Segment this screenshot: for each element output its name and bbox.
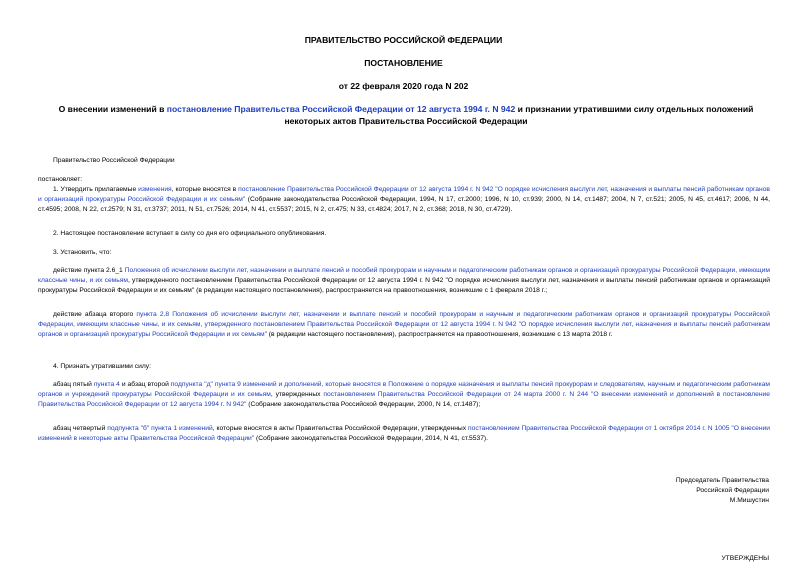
item-3b-link[interactable]: пункта 2.8 Положения об исчислении выслуги лет, назначении и выплате пенсий и пособий прокурорам и научным и педагогическим работникам органов и организаций прокуратуры Российской Федерации, имеющим классные чины, и их семьям, утвержденного постановлением Правительства Российской Федерации от 12 августа 1994 г. N 942 "О порядке исчисления выслуги лет, назначения и выплаты пенсий работникам органов и организаций прокуратуры Российской Федерации и их семьям" bbox=[38, 311, 770, 338]
approved-label: УТВЕРЖДЕНЫ bbox=[721, 555, 769, 562]
signature-position: Председатель Правительства bbox=[675, 477, 769, 484]
item-1-text: (Собрание законодательства Российской Федерации, 1994, N 17, ст.2000; 1996, N 10, ст.939; 2000, N 14, ст.1487; 2004, N 7, ст.521; 2005, N 45, ст.4617; 2006, N 44, ст.4595; 2008, N 22, ст.2579; N 31, ст.3737; 2011, N 51, ст.7526; 2014, N 41, ст.5537; 2015, N 2, ст.475; N 33, ст.4824; 2017, N 2, ст.368; 2018, N 30, ст.4729). bbox=[38, 195, 770, 213]
signature-name: М.Мишустин bbox=[729, 497, 769, 504]
item-4a-text: , утвержденных bbox=[270, 390, 324, 398]
item-1-resolution-link[interactable]: постановление Правительства Российской Федерации от 12 августа 1994 г. N 942 "О порядке исчисления выслуги лет, назначения и выплаты пенсий работникам органов и организаций прокуратуры Российской Федерации и их семьям" bbox=[38, 186, 770, 203]
government-heading: ПРАВИТЕЛЬСТВО РОССИЙСКОЙ ФЕДЕРАЦИИ bbox=[304, 35, 503, 45]
item-4b-text: (Собрание законодательства Российской Федерации, 2014, N 41, ст.5537). bbox=[254, 434, 489, 442]
item-3b-text: (в редакции настоящего постановления), распространяется на правоотношения, возникшие с 13 марта 2018 г. bbox=[266, 330, 613, 338]
item-3a-text: действие пункта 2.6_1 bbox=[53, 267, 125, 274]
item-2-paragraph: 2. Настоящее постановление вступает в силу со дня его официального опубликования. bbox=[53, 230, 327, 237]
signature-org: Российской Федерации bbox=[696, 487, 769, 494]
document-type: ПОСТАНОВЛЕНИЕ bbox=[364, 58, 443, 68]
resolves-paragraph: постановляет: bbox=[38, 176, 83, 183]
item-4a-link[interactable]: пункта 4 bbox=[93, 381, 120, 388]
item-1-text: , которые вносятся в bbox=[171, 186, 239, 193]
signature-block bbox=[676, 476, 769, 506]
subject-link[interactable]: постановление Правительства Российской Федерации от 12 августа 1994 г. N 942 bbox=[166, 104, 516, 114]
item-4a-link[interactable]: постановлением Правительства Российской Федерации от 24 марта 2000 г. N 244 "О внесении изменений и дополнений в постановление Правительства Российской Федерации от 12 августа 1994 г. N 942" bbox=[38, 390, 771, 408]
subject-prefix: О внесении изменений в bbox=[58, 104, 167, 114]
subject-suffix: и признании утратившими силу отдельных положений некоторых актов Правительства Российской Федерации bbox=[284, 104, 754, 126]
intro-paragraph: Правительство Российской Федерации bbox=[53, 157, 175, 164]
item-4b-link[interactable]: постановлением Правительства Российской Федерации от 1 октября 2014 г. N 1005 "О внесении изменений в некоторые акты Правительства Российской Федерации" bbox=[38, 425, 771, 442]
item-4a-paragraph bbox=[38, 380, 770, 409]
item-4b-paragraph bbox=[38, 424, 770, 444]
item-3a-text: , утвержденного постановлением Правительства Российской Федерации от 12 августа 1994 г. N 942 "О порядке исчисления выслуги лет, назначения и выплаты пенсий работникам органов и организаций прокуратуры Российской Федерации и их семьям" (в редакции настоящего постановления), распространяется на правоотношения, возникшие с 1 февраля 2018 г.; bbox=[38, 276, 770, 294]
item-1-text: 1. Утвердить прилагаемые bbox=[53, 186, 139, 193]
item-3b-paragraph bbox=[38, 310, 770, 339]
item-3b-text: действие абзаца второго bbox=[53, 311, 137, 318]
item-1-paragraph bbox=[38, 185, 770, 214]
item-4a-text: и абзац второй bbox=[119, 381, 171, 388]
document-subject bbox=[44, 104, 768, 127]
item-4a-link[interactable]: подпункта "д" пункта 9 изменений и дополнений, которые вносятся в Положение о порядке назначения и выплаты пенсий прокурорам и следователям, научным и педагогическим работникам органов и учреждений прокуратуры Российской Федерации и их семьям bbox=[38, 381, 770, 398]
item-4b-text: абзац четвертый bbox=[53, 425, 108, 432]
item-4-paragraph: 4. Признать утратившими силу: bbox=[53, 363, 151, 370]
item-4a-text: (Собрание законодательства Российской Федерации, 2000, N 14, ст.1487); bbox=[246, 400, 481, 408]
item-4b-text: , которые вносятся в акты Правительства Российской Федерации, утвержденных bbox=[212, 425, 468, 432]
item-3a-link[interactable]: Положения об исчислении выслуги лет, назначении и выплате пенсий и пособий прокурорам и научным и педагогическим работникам органов и организаций прокуратуры Российской Федерации, имеющим классные чины, и их семьям bbox=[38, 267, 770, 284]
item-3-paragraph: 3. Установить, что: bbox=[53, 249, 112, 256]
item-4a-text: абзац пятый bbox=[53, 381, 94, 388]
document-date-number: от 22 февраля 2020 года N 202 bbox=[338, 81, 469, 91]
item-3a-paragraph bbox=[38, 266, 770, 295]
item-4b-link[interactable]: подпункта "б" пункта 1 изменений bbox=[107, 425, 213, 432]
item-1-changes-link[interactable]: изменения bbox=[138, 186, 172, 193]
